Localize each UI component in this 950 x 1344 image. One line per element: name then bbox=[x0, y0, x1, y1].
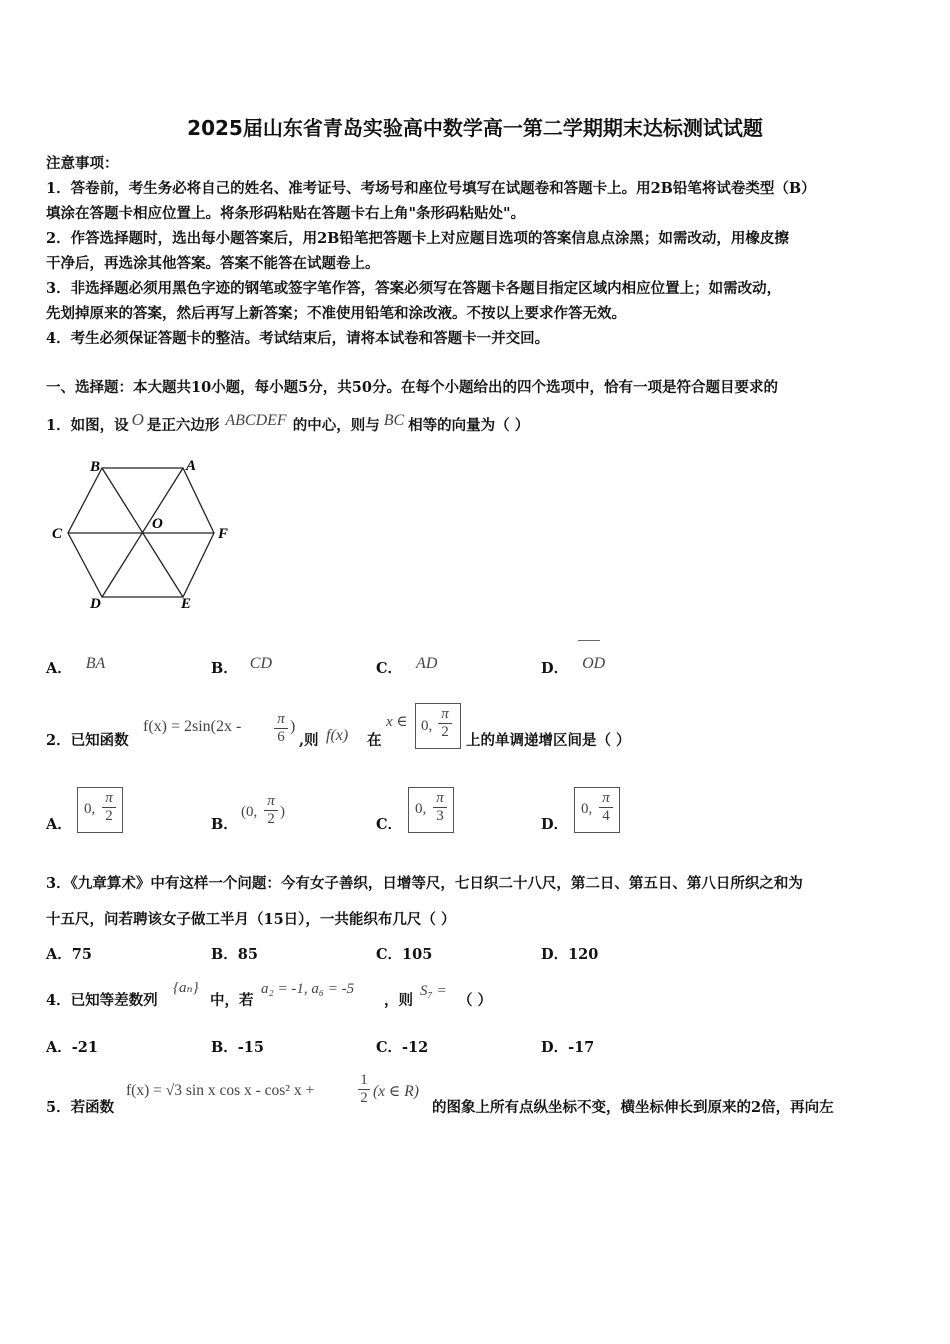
q4-sequence: {aₙ} bbox=[173, 980, 199, 996]
q5-function: f(x) = √3 sin x cos x - cos² x + bbox=[126, 1082, 315, 1099]
q2-option-a[interactable]: A． bbox=[46, 816, 72, 833]
q4-option-c[interactable]: C．-12 bbox=[376, 1039, 429, 1056]
vertex-label-f: F bbox=[218, 526, 229, 542]
section-heading: 一、选择题：本大题共10小题，每小题5分，共50分。在每个小题给出的四个选项中，恰有一项是符合题目要求的 bbox=[46, 379, 778, 396]
notice-line: 3．非选择题必须用黑色字迹的钢笔或签字笔作答，答案必须写在答题卡各题目指定区域内相应位置上；如需改动， bbox=[46, 280, 782, 297]
q2-function: f(x) = 2sin(2x - bbox=[143, 718, 242, 735]
vertex-label-e: E bbox=[181, 596, 192, 612]
vector-arrow-mark bbox=[578, 640, 600, 645]
q3-option-c[interactable]: C．105 bbox=[376, 946, 433, 963]
q1-option-b[interactable]: B． CD bbox=[211, 655, 272, 677]
q1-option-d[interactable]: D． OD bbox=[541, 655, 606, 677]
q4-condition: a₂ = -1, a₆ = -5 bbox=[261, 981, 355, 997]
notice-heading: 注意事项： bbox=[46, 155, 119, 172]
q2-option-d[interactable]: D． bbox=[541, 816, 569, 833]
question-number: 1． bbox=[46, 417, 71, 434]
q1-option-a[interactable]: A． BA bbox=[46, 655, 106, 677]
question-4: 4．已知等差数列 bbox=[46, 992, 158, 1009]
q2-option-b[interactable]: B． bbox=[211, 816, 238, 833]
question-3-cont: 十五尺，问若聘该女子做工半月（15日），一共能织布几尺（ ） bbox=[46, 911, 456, 928]
q1-option-c[interactable]: C． AD bbox=[376, 655, 438, 677]
vertex-label-c: C bbox=[52, 526, 63, 542]
question-3: 3．《九章算术》中有这样一个问题：今有女子善织，日增等尺，七日织二十八尺，第二日、第五日、第八日所织之和为 bbox=[46, 875, 803, 892]
question-5: 5．若函数 bbox=[46, 1099, 115, 1116]
hexagon-figure bbox=[46, 455, 246, 615]
question-1: 1．如图，设 O 是正六边形 ABCDEF 的中心，则与 BC 相等的向量为（ ） bbox=[46, 410, 530, 434]
notice-line: 4．考生必须保证答题卡的整洁。考试结束后，请将本试卷和答题卡一并交回。 bbox=[46, 330, 550, 347]
center-label-o: O bbox=[152, 516, 163, 532]
notice-line: 2．作答选择题时，选出每小题答案后，用2B铅笔把答题卡上对应题目选项的答案信息点涂黑；如需改动，用橡皮擦 bbox=[46, 230, 789, 247]
notice-line: 填涂在答题卡相应位置上。将条形码粘贴在答题卡右上角"条形码粘贴处"。 bbox=[46, 205, 526, 222]
q4-option-d[interactable]: D．-17 bbox=[541, 1039, 595, 1056]
page-title: 2025届山东省青岛实验高中数学高一第二学期期末达标测试试题 bbox=[187, 116, 763, 140]
q3-option-d[interactable]: D．120 bbox=[541, 946, 599, 963]
notice-line: 干净后，再选涂其他答案。答案不能答在试题卷上。 bbox=[46, 255, 380, 272]
q4-option-b[interactable]: B．-15 bbox=[211, 1039, 264, 1056]
q4-option-a[interactable]: A．-21 bbox=[46, 1039, 98, 1056]
notice-line: 1．答卷前，考生务必将自己的姓名、准考证号、考场号和座位号填写在试题卷和答题卡上。用2B铅笔将试卷类型（B） bbox=[46, 180, 816, 197]
vertex-label-b: B bbox=[90, 459, 101, 475]
q2-option-c[interactable]: C． bbox=[376, 816, 403, 833]
question-2: 2．已知函数 bbox=[46, 732, 129, 749]
vertex-label-a: A bbox=[186, 458, 197, 474]
q3-option-b[interactable]: B．85 bbox=[211, 946, 258, 963]
vertex-label-d: D bbox=[90, 596, 101, 612]
notice-line: 先划掉原来的答案，然后再写上新答案；不准使用铅笔和涂改液。不按以上要求作答无效。 bbox=[46, 305, 626, 322]
q2-fraction: π 6 bbox=[274, 711, 288, 746]
q3-option-a[interactable]: A．75 bbox=[46, 946, 92, 963]
